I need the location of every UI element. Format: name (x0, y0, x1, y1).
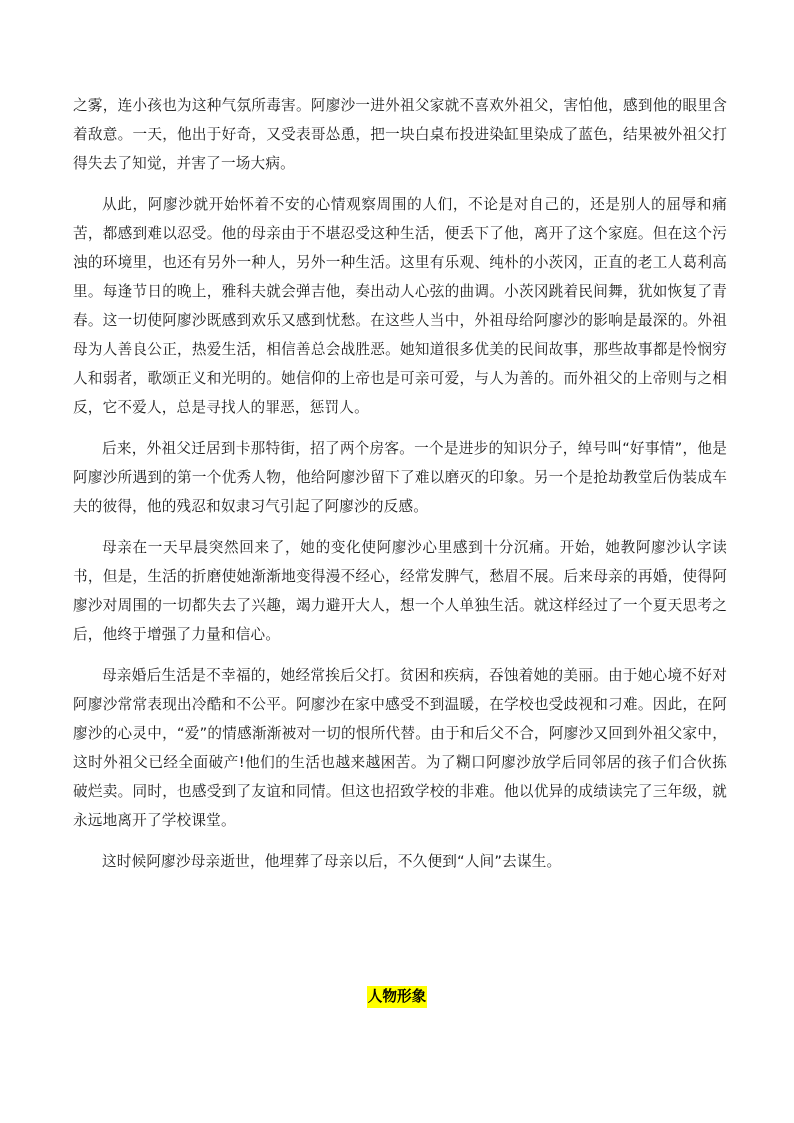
paragraph-gap (73, 835, 727, 847)
paragraph-gap (73, 521, 727, 533)
document-body (73, 91, 727, 876)
paragraph-2: 从此，阿廖沙就开始怀着不安的心情观察周围的人们，不论是对自己的，还是别人的屈辱和痛苦，都感到难以忍受。他的母亲由于不堪忍受这种生活，便丢下了他，离开了这个家庭。但在这个污浊的环境里，也还有另外一种人，另外一种生活。这里有乐观、纯朴的小茨冈，正直的老工人葛利高里。每逢节日的晚上，雅科夫就会弹吉他，奏出动人心弦的曲调。小茨冈跳着民间舞，犹如恢复了青春。这一切使阿廖沙既感到欢乐又感到忧愁。在这些人当中，外祖母给阿廖沙的影响是最深的。外祖母为人善良公正，热爱生活，相信善总会战胜恶。她知道很多优美的民间故事，那些故事都是怜悯穷人和弱者，歌颂正义和光明的。她信仰的上帝也是可亲可爱，与人为善的。而外祖父的上帝则与之相反，它不爱人，总是寻找人的罪恶，惩罚人。 (73, 196, 727, 416)
paragraph-gap (73, 649, 727, 661)
section-heading-container (0, 986, 794, 1008)
paragraph-5: 母亲婚后生活是不幸福的，她经常挨后父打。贫困和疾病，吞蚀着她的美丽。由于她心境不好对阿廖沙常常表现出冷酷和不公平。阿廖沙在家中感受不到温暖，在学校也受歧视和刁难。因此，在阿廖沙的心灵中，“爱”的情感渐渐被对一切的恨所代替。由于和后父不合，阿廖沙又回到外祖父家中，这时外祖父已经全面破产!他们的生活也越来越困苦。为了糊口阿廖沙放学后同邻居的孩子们合伙拣破烂卖。同时，也感受到了友谊和同情。但这也招致学校的非难。他以优异的成绩读完了三年级，就永远地离开了学校课堂。 (73, 667, 727, 829)
paragraph-3: 后来，外祖父迁居到卡那特街，招了两个房客。一个是进步的知识分子，绰号叫“好事情”，他是阿廖沙所遇到的第一个优秀人物，他给阿廖沙留下了难以磨灭的印象。另一个是抢劫教堂后伪装成车夫的彼得，他的残忍和奴隶习气引起了阿廖沙的反感。 (73, 440, 727, 515)
section-heading: 人物形象 (367, 986, 427, 1008)
paragraph-6: 这时候阿廖沙母亲逝世，他埋葬了母亲以后，不久便到“人间”去谋生。 (102, 853, 562, 870)
paragraph-gap (73, 422, 727, 434)
paragraph-4: 母亲在一天早晨突然回来了，她的变化使阿廖沙心里感到十分沉痛。开始，她教阿廖沙认字读书，但是，生活的折磨使她渐渐地变得漫不经心，经常发脾气，愁眉不展。后来母亲的再婚，使得阿廖沙对周围的一切都失去了兴趣，竭力避开大人，想一个人单独生活。就这样经过了一个夏天思考之后，他终于增强了力量和信心。 (73, 539, 727, 643)
paragraph-1: 之雾，连小孩也为这种气氛所毒害。阿廖沙一进外祖父家就不喜欢外祖父，害怕他，感到他的眼里含着敌意。一天，他出于好奇，又受表哥怂恿，把一块白桌布投进染缸里染成了蓝色，结果被外祖父打得失去了知觉，并害了一场大病。 (73, 97, 727, 172)
paragraph-gap (73, 178, 727, 190)
